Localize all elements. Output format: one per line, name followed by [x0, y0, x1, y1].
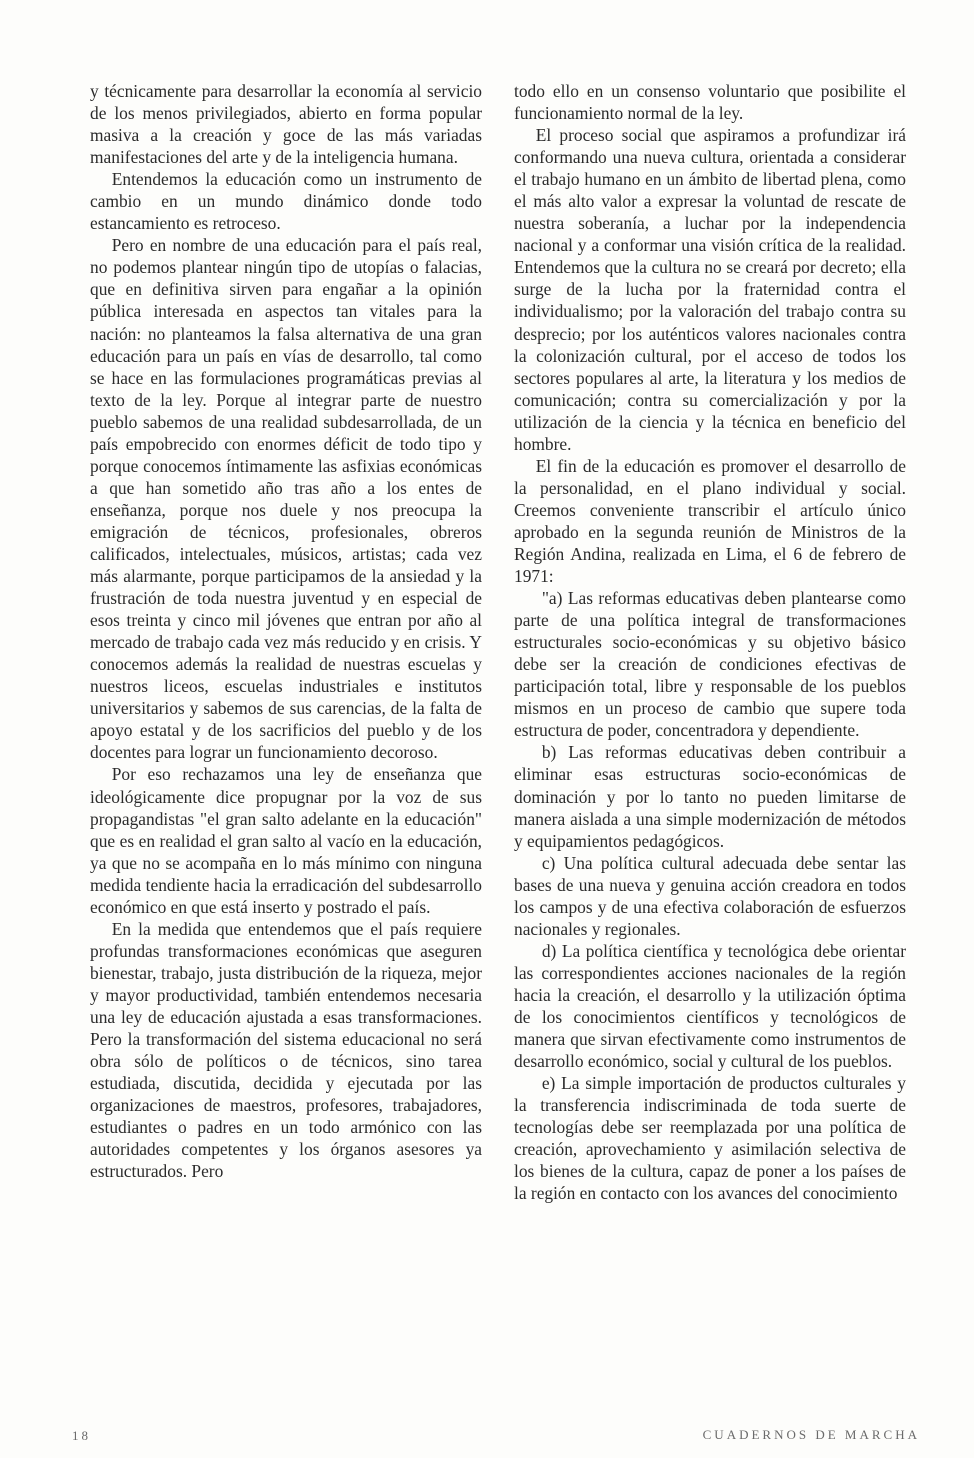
- left-text-column: [90, 80, 482, 1182]
- paragraph: y técnicamente para desarrollar la economía al servicio de los menos privilegiados, abierto en forma popular masiva a la creación y goce de las más variadas manifestaciones del arte y de la inteligencia humana.: [90, 81, 482, 168]
- page-number: 18: [72, 1428, 91, 1443]
- quoted-item-a: "a) Las reformas educativas deben plantearse como parte de una política integral de transformaciones estructurales socio-económicas y su objetivo básico debe ser la creación de condiciones efectivas de participación total, libre y responsable de los pueblos mismos en un proceso de cambio que supere toda estructura de poder, concentradora y dependiente.: [514, 588, 906, 741]
- paragraph: Pero en nombre de una educación para el país real, no podemos plantear ningún tipo de utopías o falacias, que en definitiva sirven para engañar a la opinión pública interesada en aspectos tan vitales para la nación: no planteamos la falsa alternativa de una gran educación para un país en vías de desarrollo, tal como se hace en las formulaciones programáticas previas al texto de la ley. Porque al integrar parte de nuestro pueblo sabemos de una realidad subdesarrollada, de un país empobrecido con enormes déficit de todo tipo y porque conocemos íntimamente las asfixias económicas a que han sometido año tras año a los entes de enseñanza, porque nos duele y nos preocupa la emigración de técnicos, profesionales, obreros calificados, intelectuales, músicos, artistas; cada vez más alarmante, porque participamos de la ansiedad y la frustración de toda nuestra juventud y en especial de esos treinta y cinco mil jóvenes que entran por año al mercado de trabajo cada vez más reducido y en crisis. Y conocemos además la realidad de nuestras escuelas y nuestros liceos, escuelas industriales e institutos universitarios y sabemos de sus carencias, de la falta de apoyo estatal y de los sacrificios del pueblo y de los docentes para lograr un funcionamiento decoroso.: [90, 235, 482, 763]
- paragraph: El fin de la educación es promover el desarrollo de la personalidad, en el plano individual y social. Creemos conveniente transcribir el artículo único aprobado en la segunda reunión de Ministros de la Región Andina, realizada en Lima, el 6 de febrero de 1971:: [514, 455, 906, 587]
- paragraph: todo ello en un consenso voluntario que posibilite el funcionamiento normal de la ley.: [514, 81, 906, 124]
- quoted-item-d: d) La política científica y tecnológica debe orientar las correspondientes acciones nacionales de la región hacia la creación, el desarrollo y la utilización óptima de los conocimientos científicos y tecnológicos de manera que sirvan efectivamente como instrumentos de desarrollo económico, social y cultural de los pueblos.: [514, 940, 906, 1072]
- running-title: CUADERNOS DE MARCHA: [702, 1428, 920, 1442]
- quoted-item-e: e) La simple importación de productos culturales y la transferencia indiscriminada de toda suerte de tecnologías debe ser reemplazada por una política de creación, aprovechamiento y asimilación selectiva de los bienes de la cultura, capaz de poner a los países de la región en contacto con los avances del conocimiento: [514, 1073, 906, 1204]
- paragraph: Por eso rechazamos una ley de enseñanza que ideológicamente dice propugnar por la voz de sus propagandistas "el gran salto adelante en la educación" que es en realidad el gran salto al vacío en la educación, ya que no se acompaña en lo más mínimo con ninguna medida tendiente hacia la erradicación del subdesarrollo económico en que está inserto y postrado el país.: [90, 764, 482, 917]
- paragraph: En la medida que entendemos que el país requiere profundas transformaciones económicas que aseguren bienestar, trabajo, justa distribución de la riqueza, mejor y mayor productividad, también entendemos necesaria una ley de educación ajustada a esas transformaciones. Pero la transformación del sistema educacional no será obra sólo de políticos o de técnicos, sino tarea estudiada, discutida, decidida y ejecutada por las organizaciones de maestros, profesores, trabajadores, estudiantes o padres en un todo armónico con las autoridades competentes y los órganos asesores ya estructurados. Pero: [90, 918, 482, 1182]
- paragraph: El proceso social que aspiramos a profundizar irá conformando una nueva cultura, orientada a considerar el trabajo humano en un ámbito de libertad plena, como el más alto valor a expresar la voluntad de rescate de nuestra soberanía, a luchar por la independencia nacional y a conformar una visión crítica de la realidad. Entendemos que la cultura no se creará por decreto; ella surge de la lucha por la fraternidad contra el individualismo; por la valoración del trabajo contra su desprecio; por los auténticos valores nacionales contra la colonización cultural, por el acceso de todos los sectores populares al arte, la literatura y los medios de comunicación; contra su comercialización y por la utilización de la ciencia y la técnica en beneficio del hombre.: [514, 125, 906, 454]
- right-text-column: [514, 80, 906, 1204]
- quoted-item-c: c) Una política cultural adecuada debe sentar las bases de una nueva y genuina acción creadora en todos los campos y de una efectiva colaboración de esfuerzos nacionales y regionales.: [514, 852, 906, 939]
- quoted-item-b: b) Las reformas educativas deben contribuir a eliminar esas estructuras socio-económicas de dominación y por lo tanto no pueden limitarse de manera aislada a una simple modernización de métodos y equipamientos pedagógicos.: [514, 742, 906, 851]
- paragraph: Entendemos la educación como un instrumento de cambio en un mundo dinámico donde todo estancamiento es retroceso.: [90, 169, 482, 234]
